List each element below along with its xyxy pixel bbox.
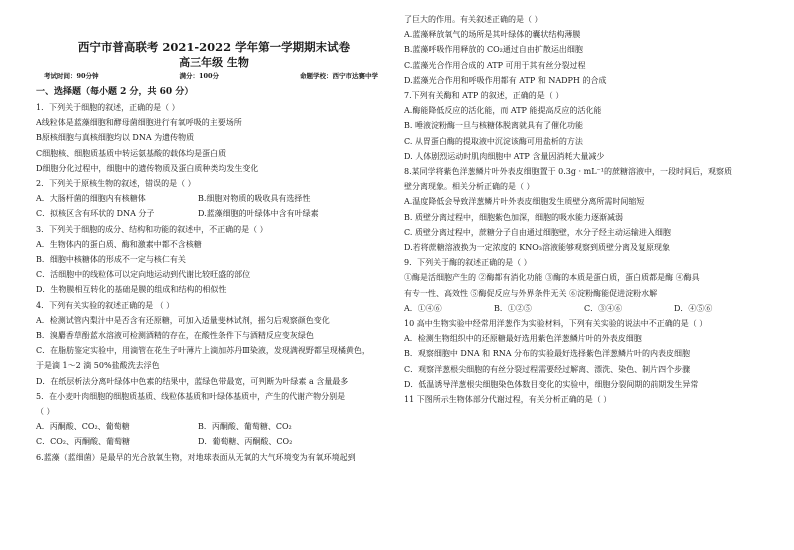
question-7 xyxy=(404,88,776,164)
question-stem: 8.某同学将紫色洋葱鳞片叶外表皮细胞置于 0.3g · mL⁻¹的蔗糖溶液中，一段时间后，观察质 xyxy=(404,167,732,177)
options-row xyxy=(404,301,776,316)
option-d: D. 人体剧烈运动时肌肉细胞中 ATP 含量因消耗大量减少 xyxy=(404,151,605,161)
option-b: B．①②⑤ xyxy=(494,303,532,313)
question-1 xyxy=(36,100,392,176)
question-6-cont xyxy=(404,12,776,88)
option-c: C．观察洋葱根尖细胞的有丝分裂过程需要经过解离、漂洗、染色、制片四个步骤 xyxy=(404,364,691,374)
options-row xyxy=(36,206,392,221)
question-5 xyxy=(36,389,392,450)
question-stem: 6.蓝藻（蓝细菌）是最早的光合放氧生物，对地球表面从无氧的大气环境变为有氧环境起到 xyxy=(36,452,356,462)
option-a: A．大肠杆菌的细胞内有核糖体 xyxy=(36,194,146,204)
exam-title: 西宁市普高联考 2021-2022 学年第一学期期末试卷 xyxy=(77,40,351,54)
option-d: D．在纸层析法分离叶绿体中色素的结果中，蓝绿色带最宽，可判断为叶绿素 a 含量最多 xyxy=(36,376,349,386)
option-d: D．低温诱导洋葱根尖细胞染色体数目变化的实验中，细胞分裂间期的前期发生异常 xyxy=(404,379,699,389)
exam-subtitle: 高三年级 生物 xyxy=(179,56,249,69)
option-c: C．CO₂、丙酮酸、葡萄糖 xyxy=(36,437,131,447)
statement-list-cont: 有专一性、高效性 ⑤酶促反应与外界条件无关 ⑥淀粉酶能促进淀粉水解 xyxy=(404,288,658,298)
option-a: A线粒体是蓝藻细胞和酵母菌细胞进行有氧呼吸的主要场所 xyxy=(36,118,242,128)
option-c: C．在脂肪鉴定实验中，用滴管在花生子叶薄片上滴加苏丹Ⅲ染液，发现满视野都呈现橘黄色， xyxy=(36,346,370,356)
options-row xyxy=(36,191,392,206)
question-stem: 3．下列关于细胞的成分、结构和功能的叙述中，不正确的是（ ） xyxy=(36,224,268,234)
option-d: D．生物膜相互转化的基础是膜的组成和结构的相似性 xyxy=(36,285,227,295)
option-a: A.蓝藻释放氧气的场所是其叶绿体的囊状结构薄膜 xyxy=(404,30,581,40)
exam-time: 考试时间：90分钟 xyxy=(44,72,99,80)
option-d: D．葡萄糖、丙酮酸、CO₂ xyxy=(198,437,293,447)
option-d: D细胞分化过程中，细胞中的遗传物质及蛋白质种类均发生变化 xyxy=(36,163,259,173)
option-a: A.温度降低会导致洋葱鳞片叶外表皮细胞发生质壁分离所需时间缩短 xyxy=(404,197,645,207)
right-column xyxy=(404,12,776,407)
option-d: D.若将蔗糖溶液换为一定浓度的 KNO₃溶液能够观察到质壁分离及复原现象 xyxy=(404,243,670,253)
option-b: B. 唾液淀粉酶一旦与核糖体脱离就具有了催化功能 xyxy=(404,121,583,131)
statement-list: ①酶是活细胞产生的 ②酶都有消化功能 ③酶的本质是蛋白质，蛋白质都是酶 ④酶具 xyxy=(404,273,700,283)
question-stem: 9．下列关于酶的叙述正确的是（ ） xyxy=(404,258,532,268)
question-stem: 10 高中生物实验中经常用洋葱作为实验材料，下列有关实验的说法中不正确的是（ ） xyxy=(404,319,708,329)
question-stem: 1．下列关于细胞的叙述，正确的是（ ） xyxy=(36,103,180,112)
option-b: B．溴麝香草酚蓝水溶液可检测酒精的存在，在酸性条件下与酒精反应变灰绿色 xyxy=(36,331,314,341)
exam-score: 满分：100分 xyxy=(179,72,220,80)
option-c: C．活细胞中的线粒体可以定向地运动到代谢比较旺盛的部位 xyxy=(36,270,251,280)
exam-author: 命题学校：西宁市达赛中学 xyxy=(300,72,378,80)
question-stem-cont: 了巨大的作用。有关叙述正确的是（ ） xyxy=(404,15,543,24)
option-b: B.蓝藻呼吸作用释放的 CO₂通过自由扩散运出细胞 xyxy=(404,45,583,55)
question-4 xyxy=(36,298,392,389)
option-c: C．③④⑥ xyxy=(584,303,623,313)
option-b: B．观察细胞中 DNA 和 RNA 分布的实验最好选择紫色洋葱鳞片叶的内表皮细胞 xyxy=(404,349,691,359)
question-stem: 4．下列有关实验的叙述正确的是 （ ） xyxy=(36,300,175,310)
question-stem: 5．在小麦叶肉细胞的细胞质基质、线粒体基质和叶绿体基质中，产生的代谢产物分别是 xyxy=(36,391,346,401)
question-3 xyxy=(36,222,392,298)
option-a: A．生物体内的蛋白质、酶和激素中都不含核糖 xyxy=(36,239,202,249)
option-c: C. 从胃蛋白酶的提取液中沉淀该酶可用盐析的方法 xyxy=(404,136,583,146)
option-d: D.蓝藻细胞的叶绿体中含有叶绿素 xyxy=(198,209,319,219)
option-c: C．拟核区含有环状的 DNA 分子 xyxy=(36,209,155,219)
exam-meta xyxy=(36,70,392,82)
question-2 xyxy=(36,176,392,222)
option-a: A．丙酮酸、CO₂、葡萄糖 xyxy=(36,422,130,432)
question-6 xyxy=(36,450,392,465)
option-b: B. 质壁分离过程中，细胞紫色加深，细胞的吸水能力逐渐减弱 xyxy=(404,212,623,222)
option-d: D．④⑤⑥ xyxy=(674,303,713,313)
question-11 xyxy=(404,392,776,407)
option-b: B原核细胞与真核细胞均以 DNA 为遗传物质 xyxy=(36,133,195,143)
option-d: D.蓝藻光合作用和呼吸作用都有 ATP 和 NADPH 的合成 xyxy=(404,75,607,85)
option-c-cont: 于是滴 1～2 滴 50%盐酸洗去浮色 xyxy=(36,361,160,371)
question-stem: 2．下列关于原核生物的叙述，错误的是（ ） xyxy=(36,179,196,189)
option-a: A．检测生物组织中的还原糖最好选用紫色洋葱鳞片叶的外表皮细胞 xyxy=(404,334,642,344)
option-c: C.蓝藻光合作用合成的 ATP 可用于其有丝分裂过程 xyxy=(404,60,586,70)
question-stem-cont: （ ） xyxy=(36,407,55,417)
question-stem: 11 下图所示生物体部分代谢过程，有关分析正确的是（ ） xyxy=(404,395,612,405)
question-9 xyxy=(404,255,776,316)
question-stem: 7.下列有关酶和 ATP 的叙述，正确的是（ ） xyxy=(404,91,564,101)
option-c: C细胞核、细胞质基质中转运氨基酸的载体均是蛋白质 xyxy=(36,148,227,158)
question-stem-cont: 壁分离现象。相关分析正确的是（ ） xyxy=(404,182,535,192)
options-row xyxy=(36,434,392,449)
option-b: B．细胞中核糖体的形成不一定与核仁有关 xyxy=(36,255,186,265)
option-a: A.酶能降低反应的活化能，而 ATP 能提高反应的活化能 xyxy=(404,106,602,116)
option-a: A．①④⑥ xyxy=(404,303,442,313)
option-c: C. 质壁分离过程中，蔗糖分子自由通过细胞壁，水分子经主动运输进入细胞 xyxy=(404,227,671,237)
options-row xyxy=(36,419,392,434)
question-10 xyxy=(404,316,776,392)
question-8 xyxy=(404,164,776,255)
section-heading: 一、选择题（每小题 2 分，共 60 分） xyxy=(36,87,194,97)
option-b: B．丙酮酸、葡萄糖、CO₂ xyxy=(198,422,292,432)
option-a: A．检测试管内梨汁中是否含有还原糖，可加入适量斐林试剂，摇匀后观察颜色变化 xyxy=(36,315,330,325)
left-column xyxy=(36,12,392,465)
option-b: B.细胞对物质的吸收具有选择性 xyxy=(198,194,311,204)
